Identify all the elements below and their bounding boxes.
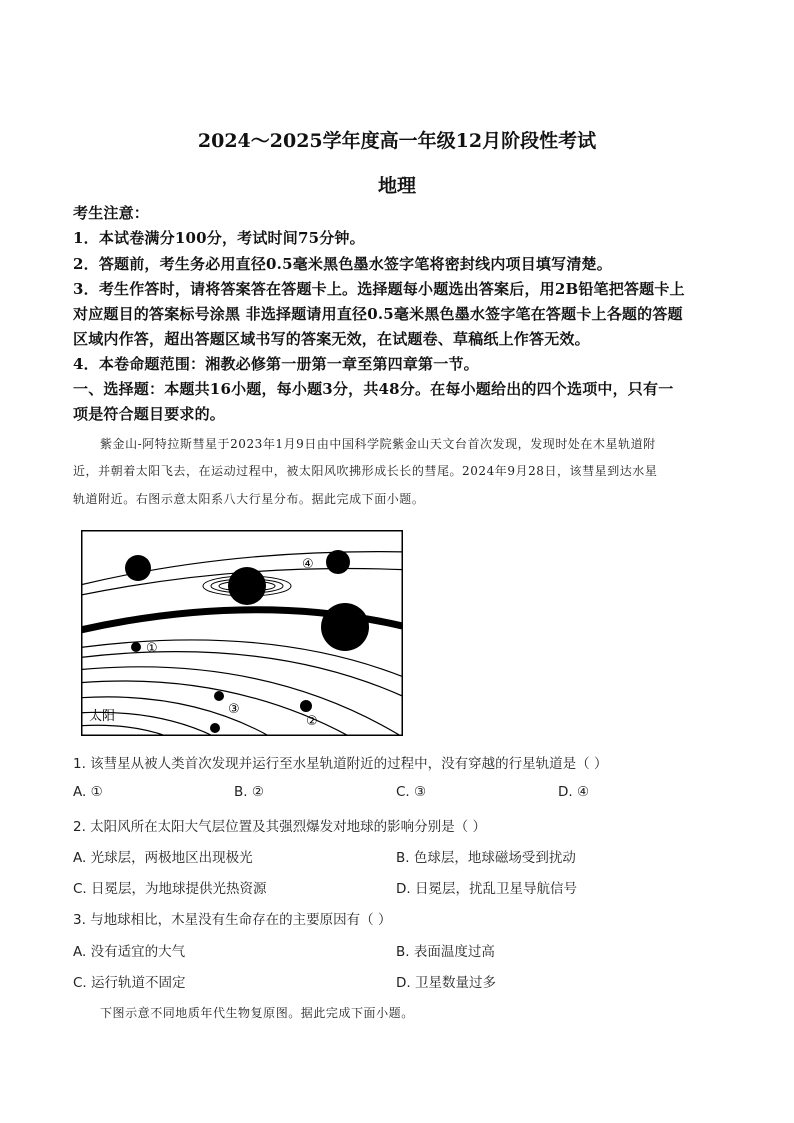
- marker-2: ②: [306, 714, 318, 729]
- planet-marker-1: [131, 642, 141, 652]
- marker-4: ④: [302, 557, 314, 572]
- notice-heading: 考生注意：: [73, 204, 150, 222]
- question-2-option-a: A. 光球层，两极地区出现极光: [73, 850, 253, 866]
- planet-small: [210, 723, 220, 733]
- question-2-option-c: C. 日冕层，为地球提供光热资源: [73, 881, 267, 897]
- passage-2-line-1: 下图示意不同地质年代生物复原图。据此完成下面小题。: [100, 1006, 414, 1020]
- question-3-stem: 3. 与地球相比，木星没有生命存在的主要原因有（ ）: [73, 912, 392, 928]
- question-2-option-b: B. 色球层，地球磁场受到扰动: [396, 850, 576, 866]
- sun-label: 太阳: [89, 709, 116, 724]
- passage-1-line-2: 近，并朝着太阳飞去，在运动过程中，被太阳风吹拂形成长长的彗尾。2024年9月28日，该彗星到达水星: [73, 464, 658, 478]
- passage-1-line-3: 轨道附近。右图示意太阳系八大行星分布。据此完成下面小题。: [73, 492, 425, 506]
- planet-saturn: [228, 567, 266, 605]
- solar-system-diagram: [81, 530, 403, 736]
- planet-marker-3: [214, 691, 224, 701]
- question-1-stem: 1. 该彗星从被人类首次发现并运行至水星轨道附近的过程中，没有穿越的行星轨道是（ ）: [73, 756, 608, 772]
- notice-item-3-line-3: 区域内作答，超出答题区域书写的答案无效，在试题卷、草稿纸上作答无效。: [73, 330, 590, 348]
- marker-3: ③: [228, 702, 240, 717]
- planet-upper-left: [125, 555, 151, 581]
- section-heading-line-1: 一、选择题：本题共16小题，每小题3分，共48分。在每小题给出的四个选项中，只有一: [73, 380, 674, 398]
- question-2-stem: 2. 太阳风所在太阳大气层位置及其强烈爆发对地球的影响分别是（ ）: [73, 819, 486, 835]
- question-3-option-a: A. 没有适宜的大气: [73, 944, 186, 960]
- question-3-option-b: B. 表面温度过高: [396, 944, 495, 960]
- question-1-option-d: D. ④: [558, 784, 590, 800]
- subject-title: 地理: [377, 175, 416, 197]
- question-3-option-d: D. 卫星数量过多: [396, 975, 496, 991]
- marker-1: ①: [146, 641, 158, 656]
- page-title: 2024～2025学年度高一年级12月阶段性考试: [197, 130, 597, 152]
- question-1-option-b: B. ②: [234, 784, 264, 800]
- planet-upper-right: [326, 550, 350, 574]
- notice-item-3-line-2: 对应题目的答案标号涂黑 非选择题请用直径0.5毫米黑色墨水签字笔在答题卡上各题的答题: [73, 305, 683, 323]
- question-2-option-d: D. 日冕层，扰乱卫星导航信号: [396, 881, 577, 897]
- question-1-option-a: A. ①: [73, 784, 103, 800]
- question-1-option-c: C. ③: [396, 784, 427, 800]
- question-3-option-c: C. 运行轨道不固定: [73, 975, 186, 991]
- notice-item-4: 4．本卷命题范围：湘教必修第一册第一章至第四章第一节。: [73, 355, 479, 373]
- notice-item-3-line-1: 3．考生作答时，请将答案答在答题卡上。选择题每小题选出答案后，用2B铅笔把答题卡上: [73, 280, 685, 298]
- planet-jupiter: [321, 603, 369, 651]
- passage-1-line-1: 紫金山-阿特拉斯彗星于2023年1月9日由中国科学院紫金山天文台首次发现，发现时处在木星轨道附: [100, 437, 656, 451]
- notice-item-1: 1．本试卷满分100分，考试时间75分钟。: [73, 229, 365, 247]
- notice-item-2: 2．答题前，考生务必用直径0.5毫米黑色墨水签字笔将密封线内项目填写清楚。: [73, 255, 612, 273]
- planet-marker-2: [300, 700, 312, 712]
- section-heading-line-2: 项是符合题目要求的。: [73, 405, 226, 423]
